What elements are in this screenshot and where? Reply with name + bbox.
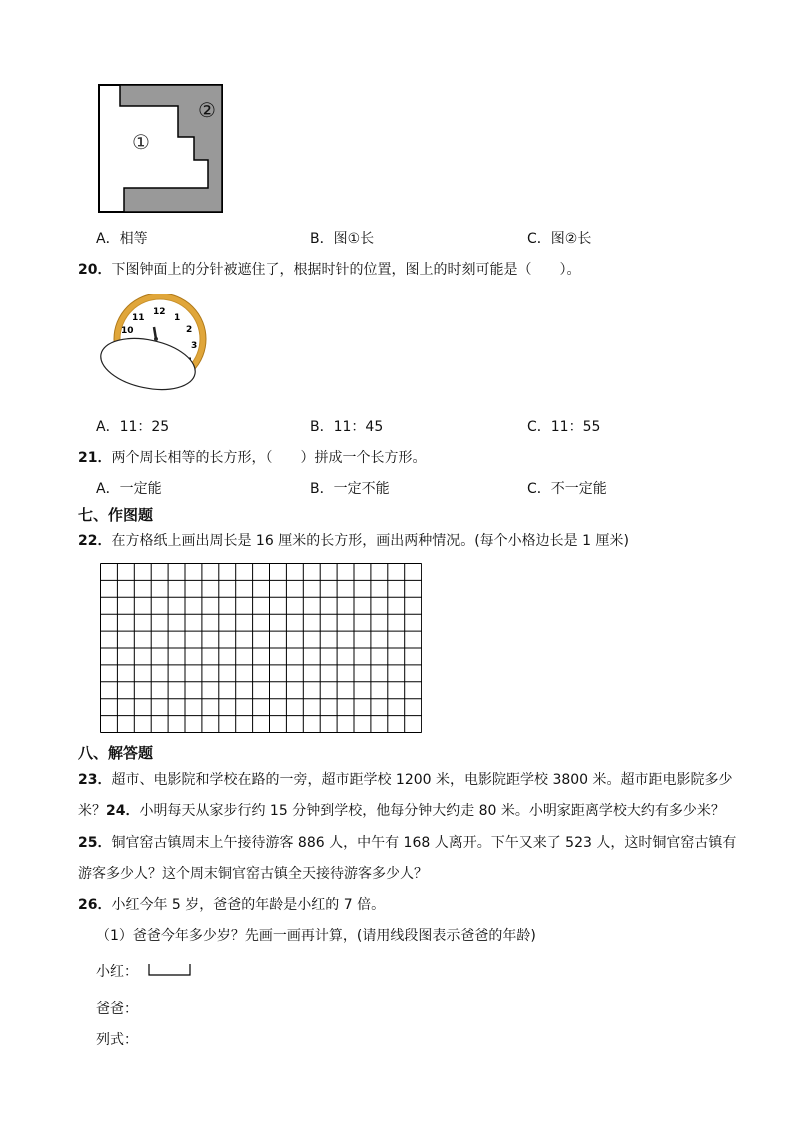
- q21-text: 两个周长相等的长方形，（ ）拼成一个长方形。: [111, 450, 427, 466]
- q21-option-b[interactable]: B．一定不能: [310, 481, 390, 497]
- q26-question: 26．小红今年 5 岁，爸爸的年龄是小红的 7 倍。: [78, 897, 386, 913]
- clock-num-2: 2: [186, 325, 193, 335]
- baba-label: 爸爸：: [96, 1001, 138, 1017]
- q21-option-c[interactable]: C．不一定能: [527, 481, 607, 497]
- clock-num-3: 3: [191, 341, 198, 351]
- q19-option-a[interactable]: A．相等: [96, 231, 148, 247]
- clock-num-10: 10: [121, 326, 134, 336]
- xiaohong-label: 小红：: [96, 964, 138, 980]
- q20-option-c[interactable]: C．11：55: [527, 419, 601, 435]
- q22-number: 22．: [78, 533, 112, 549]
- xiaohong-segment: [147, 963, 193, 977]
- q24-number: 24．: [106, 803, 140, 819]
- section-8-heading: 八、解答题: [78, 744, 154, 762]
- q19-option-c[interactable]: C．图②长: [527, 231, 592, 247]
- section-7-heading: 七、作图题: [78, 506, 154, 524]
- clock-num-1: 1: [174, 313, 181, 323]
- q20-option-a[interactable]: A．11：25: [96, 419, 170, 435]
- q26-number: 26．: [78, 897, 112, 913]
- grid-paper[interactable]: [100, 563, 422, 734]
- q23-line1: 23．超市、电影院和学校在路的一旁，超市距学校 1200 米，电影院距学校 3800 米。超市距电影院多少: [78, 772, 733, 788]
- q20-number: 20．: [78, 262, 112, 278]
- q25-number: 25．: [78, 835, 112, 851]
- q20-option-b[interactable]: B．11：45: [310, 419, 384, 435]
- q21-option-a[interactable]: A．一定能: [96, 481, 162, 497]
- q25-line2: 游客多少人？这个周末铜官窑古镇全天接待游客多少人？: [78, 866, 428, 882]
- q21-number: 21．: [78, 450, 112, 466]
- q19-option-b[interactable]: B．图①长: [310, 231, 375, 247]
- region1-label: ①: [132, 130, 150, 154]
- lishi-label: 列式：: [96, 1032, 138, 1048]
- q23-number: 23．: [78, 772, 112, 788]
- clock-num-12: 12: [153, 307, 166, 317]
- region2-label: ②: [198, 98, 216, 122]
- q20-text: 下图钟面上的分针被遮住了，根据时针的位置，图上的时刻可能是（ ）。: [111, 262, 581, 278]
- q26-sub1: （1）爸爸今年多少岁？先画一画再计算，(请用线段图表示爸爸的年龄): [96, 928, 536, 944]
- q22-text: 在方格纸上画出周长是 16 厘米的长方形，画出两种情况。(每个小格边长是 1 厘米): [111, 533, 629, 549]
- q20-question: [78, 259, 580, 279]
- q21-question: [78, 447, 426, 467]
- q25-line1: 25．铜官窑古镇周末上午接待游客 886 人，中午有 168 人离开。下午又来了 523 人，这时铜官窑古镇有: [78, 835, 737, 851]
- q23-q24-line2: 米？24．小明每天从家步行约 15 分钟到学校，他每分钟大约走 80 米。小明家距离学校大约有多少米？: [78, 803, 725, 819]
- q22-question: [78, 530, 629, 550]
- clock-figure: [98, 294, 214, 398]
- clock-num-11: 11: [132, 313, 145, 323]
